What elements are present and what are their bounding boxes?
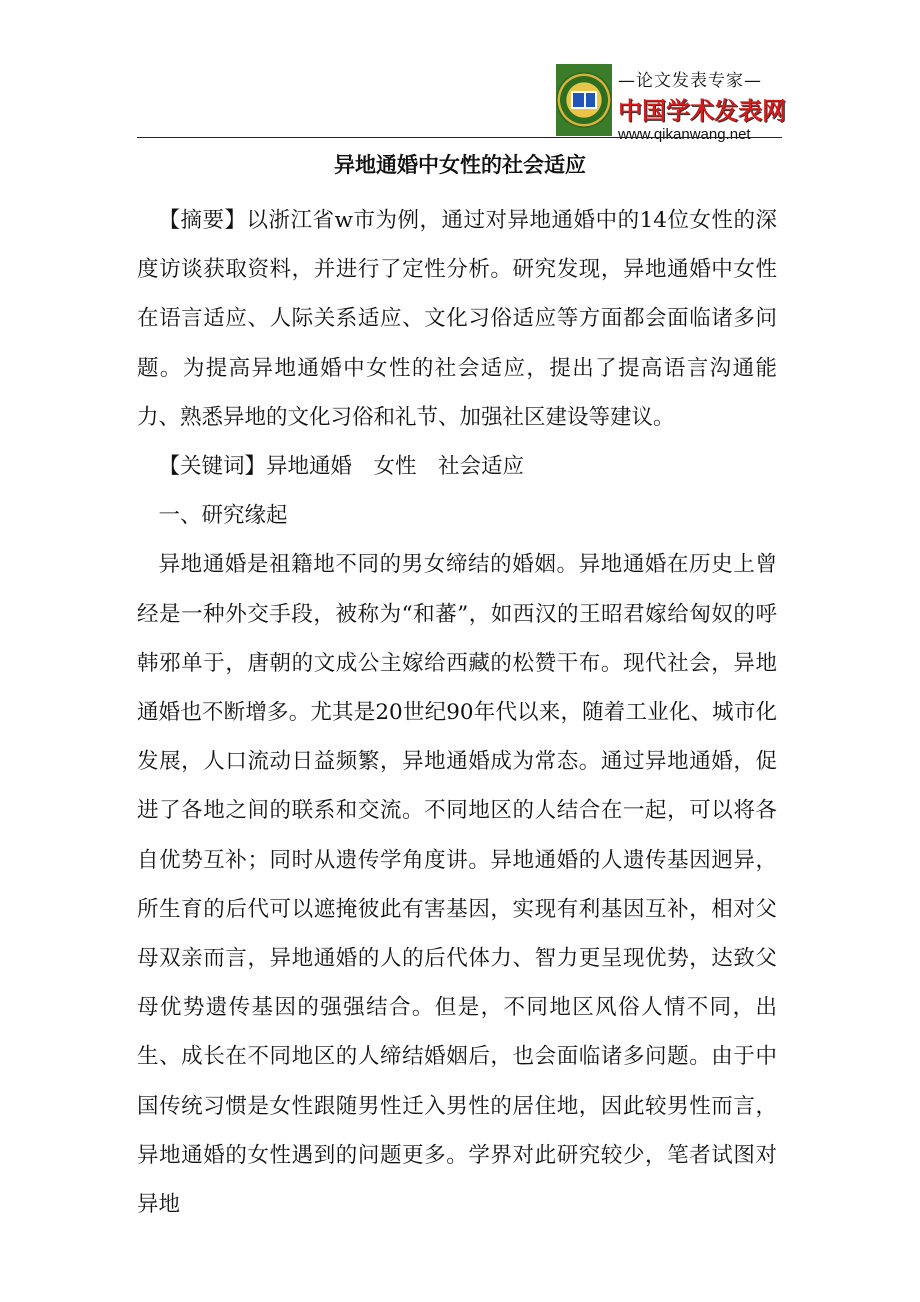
book-icon — [571, 91, 597, 109]
logo-seal-icon — [556, 64, 612, 136]
logo-brand: 中国学术发表网 — [618, 97, 786, 125]
body-paragraph: 异地通婚是祖籍地不同的男女缔结的婚姻。异地通婚在历史上曾经是一种外交手段，被称为“和蕃”，如西汉的王昭君嫁给匈奴的呼韩邪单于，唐朝的文成公主嫁给西藏的松赞干布。现代社会，异地通婚也不断增多。尤其是20世纪90年代以来，随着工业化、城市化发展，人口流动日益频繁，异地通婚成为常态。通过异地通婚，促进了各地之间的联系和交流。不同地区的人结合在一起，可以将各自优势互补；同时从遗传学角度讲。异地通婚的人遗传基因迥异，所生育的后代可以遮掩彼此有害基因，实现有利基因互补，相对父母双亲而言，异地通婚的人的后代体力、智力更呈现优势，达致父母优势遗传基因的强强结合。但是，不同地区风俗人情不同，出生、成长在不同地区的人缔结婚姻后，也会面临诸多问题。由于中国传统习惯是女性跟随男性迁入男性的居住地，因此较男性而言，异地通婚的女性遇到的问题更多。学界对此研究较少，笔者试图对异地 — [137, 552, 777, 1218]
header-divider — [137, 137, 782, 138]
section-heading: 一、研究缘起 — [158, 503, 288, 529]
document-body — [137, 196, 777, 1229]
logo-tagline: —论文发表专家— — [618, 71, 762, 91]
abstract-paragraph: 【摘要】以浙江省w市为例，通过对异地通婚中的14位女性的深度访谈获取资料，并进行了定性分析。研究发现，异地通婚中女性在语言适应、人际关系适应、文化习俗适应等方面都会面临诸多问题。为提高异地通婚中女性的社会适应，提出了提高语言沟通能力、熟悉异地的文化习俗和礼节、加强社区建设等建议。 — [137, 208, 777, 430]
logo-url: www.qikanwang.net — [618, 126, 751, 143]
logo-text — [612, 64, 786, 143]
keywords-line: 【关键词】异地通婚 女性 社会适应 — [158, 454, 525, 480]
header-logo — [556, 64, 786, 143]
document-title: 异地通婚中女性的社会适应 — [334, 152, 586, 177]
